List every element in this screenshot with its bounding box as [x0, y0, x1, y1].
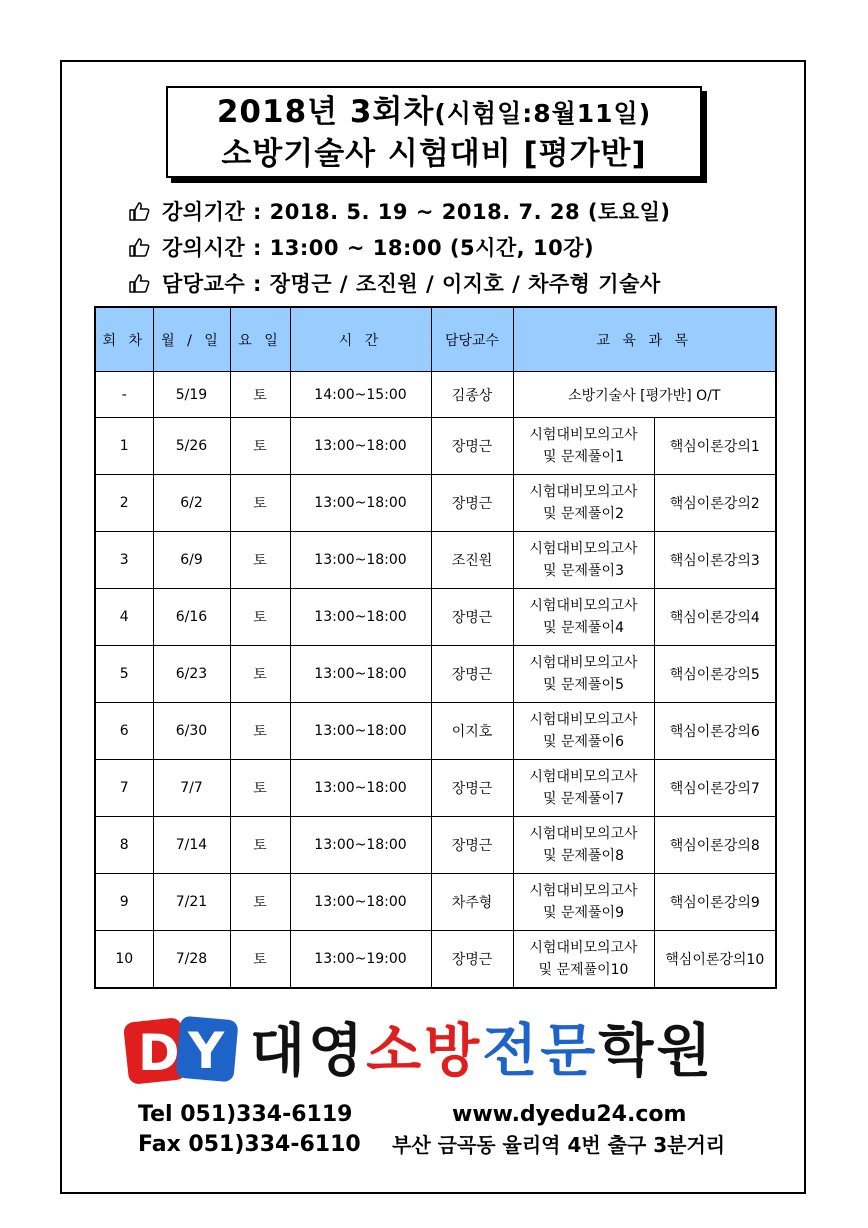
cell-round: 4 — [95, 589, 153, 646]
subject-exam-line2: 및 문제풀이5 — [543, 677, 624, 693]
header-subject: 교 육 과 목 — [513, 307, 776, 372]
cell-professor: 장명근 — [431, 589, 513, 646]
thumbs-up-icon — [128, 273, 150, 293]
subject-exam-line2: 및 문제풀이10 — [538, 962, 629, 978]
cell-day: 토 — [230, 589, 290, 646]
cell-date: 6/16 — [153, 589, 230, 646]
cell-subject-exam — [513, 646, 654, 703]
dy-badge-icon — [123, 1016, 239, 1085]
cell-round: 2 — [95, 475, 153, 532]
cell-subject-theory: 핵심이론강의3 — [654, 532, 776, 589]
header-day: 요 일 — [230, 307, 290, 372]
table-header-row — [95, 307, 776, 372]
cell-date: 5/26 — [153, 418, 230, 475]
header-date: 월 / 일 — [153, 307, 230, 372]
subject-exam-line1: 시험대비모의고사 — [529, 940, 638, 956]
cell-subject-theory: 핵심이론강의2 — [654, 475, 776, 532]
cell-subject-theory: 핵심이론강의4 — [654, 589, 776, 646]
logo-badge-y: Y — [188, 1022, 225, 1080]
subject-exam-line1: 시험대비모의고사 — [529, 598, 638, 614]
cell-subject-exam — [513, 817, 654, 874]
info-period — [128, 196, 670, 226]
cell-day: 토 — [230, 874, 290, 931]
table-row — [95, 874, 776, 931]
cell-day: 토 — [230, 418, 290, 475]
cell-subject-exam — [513, 874, 654, 931]
cell-subject-exam — [513, 760, 654, 817]
subject-exam-line1: 시험대비모의고사 — [529, 427, 638, 443]
cell-round: 6 — [95, 703, 153, 760]
cell-date: 6/30 — [153, 703, 230, 760]
cell-time: 13:00~18:00 — [290, 760, 431, 817]
table-row — [95, 418, 776, 475]
info-professors-text: 담당교수 : 장명근 / 조진원 / 이지호 / 차주형 기술사 — [162, 272, 661, 296]
cell-day: 토 — [230, 646, 290, 703]
cell-professor: 차주형 — [431, 874, 513, 931]
cell-subject-theory: 핵심이론강의7 — [654, 760, 776, 817]
title-box — [166, 86, 702, 178]
cell-day: 토 — [230, 931, 290, 989]
cell-date: 7/14 — [153, 817, 230, 874]
cell-time: 13:00~18:00 — [290, 646, 431, 703]
cell-day: 토 — [230, 372, 290, 418]
academy-name-part2: 소방 — [366, 1018, 483, 1084]
info-professors — [128, 268, 661, 298]
cell-date: 6/9 — [153, 532, 230, 589]
contact-tel: Tel 051)334-6119 — [138, 1102, 353, 1127]
subject-exam-line2: 및 문제풀이2 — [543, 506, 624, 522]
academy-name-part4: 학원 — [598, 1018, 715, 1084]
cell-round: 10 — [95, 931, 153, 989]
subject-exam-line2: 및 문제풀이3 — [543, 563, 624, 579]
info-period-text: 강의기간 : 2018. 5. 19 ~ 2018. 7. 28 (토요일) — [162, 200, 671, 224]
cell-date: 7/21 — [153, 874, 230, 931]
table-row — [95, 532, 776, 589]
contact-fax: Fax 051)334-6110 — [138, 1132, 361, 1157]
subject-exam-line2: 및 문제풀이4 — [543, 620, 624, 636]
info-time-text: 강의시간 : 13:00 ~ 18:00 (5시간, 10강) — [162, 236, 595, 260]
cell-date: 6/23 — [153, 646, 230, 703]
cell-time: 13:00~18:00 — [290, 532, 431, 589]
cell-time: 13:00~18:00 — [290, 589, 431, 646]
academy-name — [250, 1016, 715, 1086]
info-time — [128, 232, 594, 262]
contact-website[interactable]: www.dyedu24.com — [452, 1102, 687, 1127]
cell-subject-theory: 핵심이론강의5 — [654, 646, 776, 703]
title-line-2: 소방기술사 시험대비 [평가반] — [221, 136, 647, 172]
cell-round: 9 — [95, 874, 153, 931]
table-row — [95, 646, 776, 703]
cell-professor: 장명근 — [431, 418, 513, 475]
cell-day: 토 — [230, 817, 290, 874]
table-row — [95, 760, 776, 817]
cell-subject-theory: 핵심이론강의6 — [654, 703, 776, 760]
thumbs-up-icon — [128, 201, 150, 221]
cell-subject-exam — [513, 532, 654, 589]
table-row — [95, 589, 776, 646]
cell-subject-exam — [513, 418, 654, 475]
cell-time: 14:00~15:00 — [290, 372, 431, 418]
subject-exam-line1: 시험대비모의고사 — [529, 883, 638, 899]
subject-exam-line1: 시험대비모의고사 — [529, 712, 638, 728]
schedule-table — [94, 306, 777, 989]
subject-exam-line1: 시험대비모의고사 — [529, 826, 638, 842]
cell-day: 토 — [230, 703, 290, 760]
cell-time: 13:00~18:00 — [290, 475, 431, 532]
subject-exam-line2: 및 문제풀이1 — [543, 449, 624, 465]
title-line-1 — [168, 92, 700, 134]
subject-exam-line2: 및 문제풀이8 — [543, 848, 624, 864]
cell-professor: 장명근 — [431, 646, 513, 703]
title-year-round: 2018년 3회차 — [216, 94, 435, 130]
cell-day: 토 — [230, 760, 290, 817]
subject-exam-line1: 시험대비모의고사 — [529, 541, 638, 557]
cell-round: - — [95, 372, 153, 418]
table-row — [95, 372, 776, 418]
title-exam-date: (시험일:8월11일) — [434, 99, 652, 128]
cell-date: 6/2 — [153, 475, 230, 532]
cell-subject-exam — [513, 931, 654, 989]
header-round: 회 차 — [95, 307, 153, 372]
table-row — [95, 931, 776, 989]
cell-day: 토 — [230, 532, 290, 589]
cell-professor: 조진원 — [431, 532, 513, 589]
cell-subject-theory: 핵심이론강의9 — [654, 874, 776, 931]
cell-professor: 장명근 — [431, 760, 513, 817]
cell-round: 8 — [95, 817, 153, 874]
cell-round: 1 — [95, 418, 153, 475]
cell-professor: 장명근 — [431, 931, 513, 989]
table-row — [95, 475, 776, 532]
cell-time: 13:00~18:00 — [290, 874, 431, 931]
cell-date: 5/19 — [153, 372, 230, 418]
table-row — [95, 817, 776, 874]
cell-date: 7/28 — [153, 931, 230, 989]
cell-professor: 김종상 — [431, 372, 513, 418]
cell-day: 토 — [230, 475, 290, 532]
cell-time: 13:00~18:00 — [290, 418, 431, 475]
cell-date: 7/7 — [153, 760, 230, 817]
header-professor: 담당교수 — [431, 307, 513, 372]
academy-name-part1: 대영 — [250, 1018, 367, 1084]
cell-time: 13:00~18:00 — [290, 817, 431, 874]
subject-exam-line2: 및 문제풀이7 — [543, 791, 624, 807]
academy-name-part3: 전문 — [482, 1018, 599, 1084]
logo-badge-d: D — [138, 1024, 180, 1082]
cell-subject-exam — [513, 475, 654, 532]
subject-exam-line1: 시험대비모의고사 — [529, 769, 638, 785]
cell-round: 3 — [95, 532, 153, 589]
contact-address: 부산 금곡동 율리역 4번 출구 3분거리 — [392, 1133, 726, 1157]
cell-time: 13:00~18:00 — [290, 703, 431, 760]
cell-subject-theory: 핵심이론강의10 — [654, 931, 776, 989]
thumbs-up-icon — [128, 237, 150, 257]
cell-professor: 장명근 — [431, 817, 513, 874]
cell-subject-exam — [513, 703, 654, 760]
table-row — [95, 703, 776, 760]
cell-subject: 소방기술사 [평가반] O/T — [513, 372, 776, 418]
cell-professor: 이지호 — [431, 703, 513, 760]
cell-subject-theory: 핵심이론강의1 — [654, 418, 776, 475]
header-time: 시 간 — [290, 307, 431, 372]
subject-exam-line2: 및 문제풀이6 — [543, 734, 624, 750]
cell-subject-theory: 핵심이론강의8 — [654, 817, 776, 874]
cell-round: 5 — [95, 646, 153, 703]
cell-professor: 장명근 — [431, 475, 513, 532]
subject-exam-line1: 시험대비모의고사 — [529, 484, 638, 500]
subject-exam-line1: 시험대비모의고사 — [529, 655, 638, 671]
cell-round: 7 — [95, 760, 153, 817]
cell-time: 13:00~19:00 — [290, 931, 431, 989]
cell-subject-exam — [513, 589, 654, 646]
subject-exam-line2: 및 문제풀이9 — [543, 905, 624, 921]
